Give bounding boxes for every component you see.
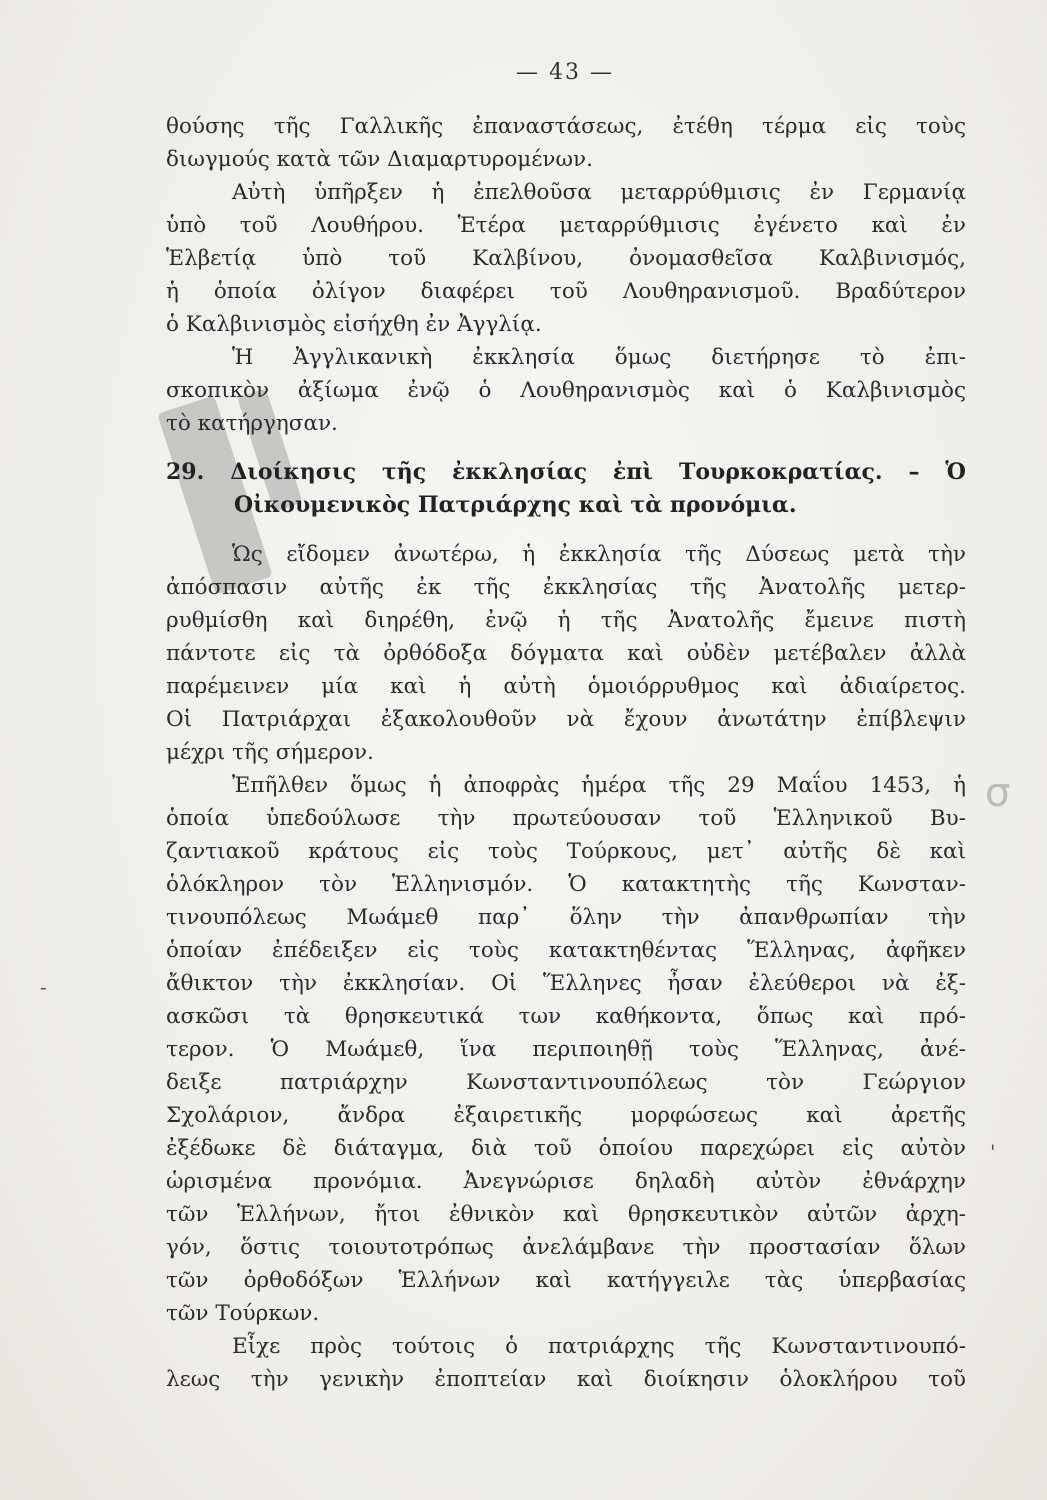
body-text [166, 110, 966, 1396]
section-heading-line: Οἰκουμενικὸς Πατριάρχης καὶ τὰ προνόμια. [234, 492, 797, 518]
text-line: Σχολάριον, ἄνδρα ἐξαιρετικῆς μορφώσεως καὶ ἀρετῆς [166, 1103, 966, 1128]
text-line: τῶν Ἑλλήνων, ἤτοι ἐθνικὸν καὶ θρησκευτικὸν αὐτῶν ἀρχη- [166, 1202, 966, 1227]
text-line: ὁποία ὑπεδούλωσε τὴν πρωτεύουσαν τοῦ Ἑλληνικοῦ Βυ- [166, 806, 966, 831]
text-line: ὡρισμένα προνόμια. Ἀνεγνώρισε δηλαδὴ αὐτὸν ἐθνάρχην [166, 1169, 966, 1194]
page-number: — 43 — [516, 60, 614, 85]
section-gap [166, 440, 966, 456]
text-line: σκοπικὸν ἀξίωμα ἐνῷ ὁ Λουθηρανισμὸς καὶ ὁ Καλβινισμὸς [166, 378, 966, 403]
text-line: διωγμούς κατὰ τῶν Διαμαρτυρομένων. [166, 147, 593, 172]
text-line: τῶν Τούρκων. [166, 1301, 320, 1326]
text-line: Οἱ Πατριάρχαι ἐξακολουθοῦν νὰ ἔχουν ἀνωτάτην ἐπίβλεψιν [166, 707, 966, 732]
text-line: ὁποίαν ἐπέδειξεν εἰς τοὺς κατακτηθέντας Ἕλληνας, ἀφῆκεν [166, 938, 966, 963]
text-line: Αὐτὴ ὑπῆρξεν ἡ ἐπελθοῦσα μεταρρύθμισις ἐν Γερμανίᾳ [232, 180, 966, 205]
text-line: ασκῶσι τὰ θρησκευτικά των καθήκοντα, ὅπως καὶ πρό- [166, 1004, 966, 1029]
text-line: Εἶχε πρὸς τούτοις ὁ πατριάρχης τῆς Κωνσταντινουπό- [232, 1334, 966, 1359]
text-line: Ἡ Ἀγγλικανικὴ ἐκκλησία ὅμως διετήρησε τὸ ἐπι- [232, 345, 966, 370]
text-line: θούσης τῆς Γαλλικῆς ἐπαναστάσεως, ἐτέθη τέρμα εἰς τοὺς [166, 114, 966, 139]
text-line: Ὡς εἴδομεν ἀνωτέρω, ἡ ἐκκλησία τῆς Δύσεως μετὰ τὴν [232, 542, 966, 567]
text-line: ἐξέδωκε δὲ διάταγμα, διὰ τοῦ ὁποίου παρεχώρει εἰς αὐτὸν [166, 1136, 966, 1161]
margin-pencil-note: σ [985, 770, 1011, 816]
text-line: λεως τὴν γενικὴν ἐποπτείαν καὶ διοίκησιν ὁλοκλήρου τοῦ [166, 1367, 966, 1392]
section-heading-line: 29. Διοίκησις τῆς ἐκκλησίας ἐπὶ Τουρκοκρατίας. – Ὁ [166, 459, 966, 485]
margin-mark: ' [990, 1140, 996, 1164]
text-line: ἄθικτον τὴν ἐκκλησίαν. Οἱ Ἕλληνες ἦσαν ἐλεύθεροι νὰ ἐξ- [166, 971, 966, 996]
section-gap [166, 522, 966, 538]
text-line: τῶν ὀρθοδόξων Ἑλλήνων καὶ κατήγγειλε τὰς ὑπερβασίας [166, 1268, 966, 1293]
text-line: παρέμεινεν μία καὶ ἡ αὐτὴ ὁμοιόρρυθμος καὶ ἀδιαίρετος. [166, 674, 966, 699]
text-line: τινουπόλεως Μωάμεθ παρ᾽ ὅλην τὴν ἀπανθρωπίαν τὴν [166, 905, 966, 930]
text-line: μέχρι τῆς σήμερον. [166, 740, 374, 765]
text-line: ὁ Καλβινισμὸς εἰσήχθη ἐν Ἀγγλίᾳ. [166, 312, 542, 337]
text-line: ἀπόσπασιν αὐτῆς ἐκ τῆς ἐκκλησίας τῆς Ἀνατολῆς μετερ- [166, 575, 966, 600]
text-line: ὁλόκληρον τὸν Ἑλληνισμόν. Ὁ κατακτητὴς τῆς Κωνσταν- [166, 872, 966, 897]
text-line: ὑπὸ τοῦ Λουθήρου. Ἑτέρα μεταρρύθμισις ἐγένετο καὶ ἐν [166, 213, 966, 238]
text-line: Ἐπῆλθεν ὅμως ἡ ἀποφρὰς ἡμέρα τῆς 29 Μαΐου 1453, ἡ [232, 773, 966, 798]
text-line: τερον. Ὁ Μωάμεθ, ἵνα περιποιηθῇ τοὺς Ἕλληνας, ἀνέ- [166, 1037, 966, 1062]
text-line: ρυθμίσθη καὶ διηρέθη, ἐνῷ ἡ τῆς Ἀνατολῆς ἔμεινε πιστὴ [166, 608, 966, 633]
text-line: ἡ ὁποία ὀλίγον διαφέρει τοῦ Λουθηρανισμοῦ. Βραδύτερον [166, 279, 966, 304]
text-line: γόν, ὅστις τοιουτοτρόπως ἀνελάμβανε τὴν προστασίαν ὅλων [166, 1235, 966, 1260]
text-line: ζαντιακοῦ κράτους εἰς τοὺς Τούρκους, μετ᾽ αὐτῆς δὲ καὶ [166, 839, 966, 864]
text-line: δειξε πατριάρχην Κωνσταντινουπόλεως τὸν Γεώργιον [166, 1070, 966, 1095]
text-line: τὸ κατήργησαν. [166, 411, 338, 436]
margin-mark: - [40, 975, 47, 999]
text-line: πάντοτε εἰς τὰ ὀρθόδοξα δόγματα καὶ οὐδὲν μετέβαλεν ἀλλὰ [166, 641, 966, 666]
text-line: Ἑλβετίᾳ ὑπὸ τοῦ Καλβίνου, ὀνομασθεῖσα Καλβινισμός, [166, 246, 966, 271]
